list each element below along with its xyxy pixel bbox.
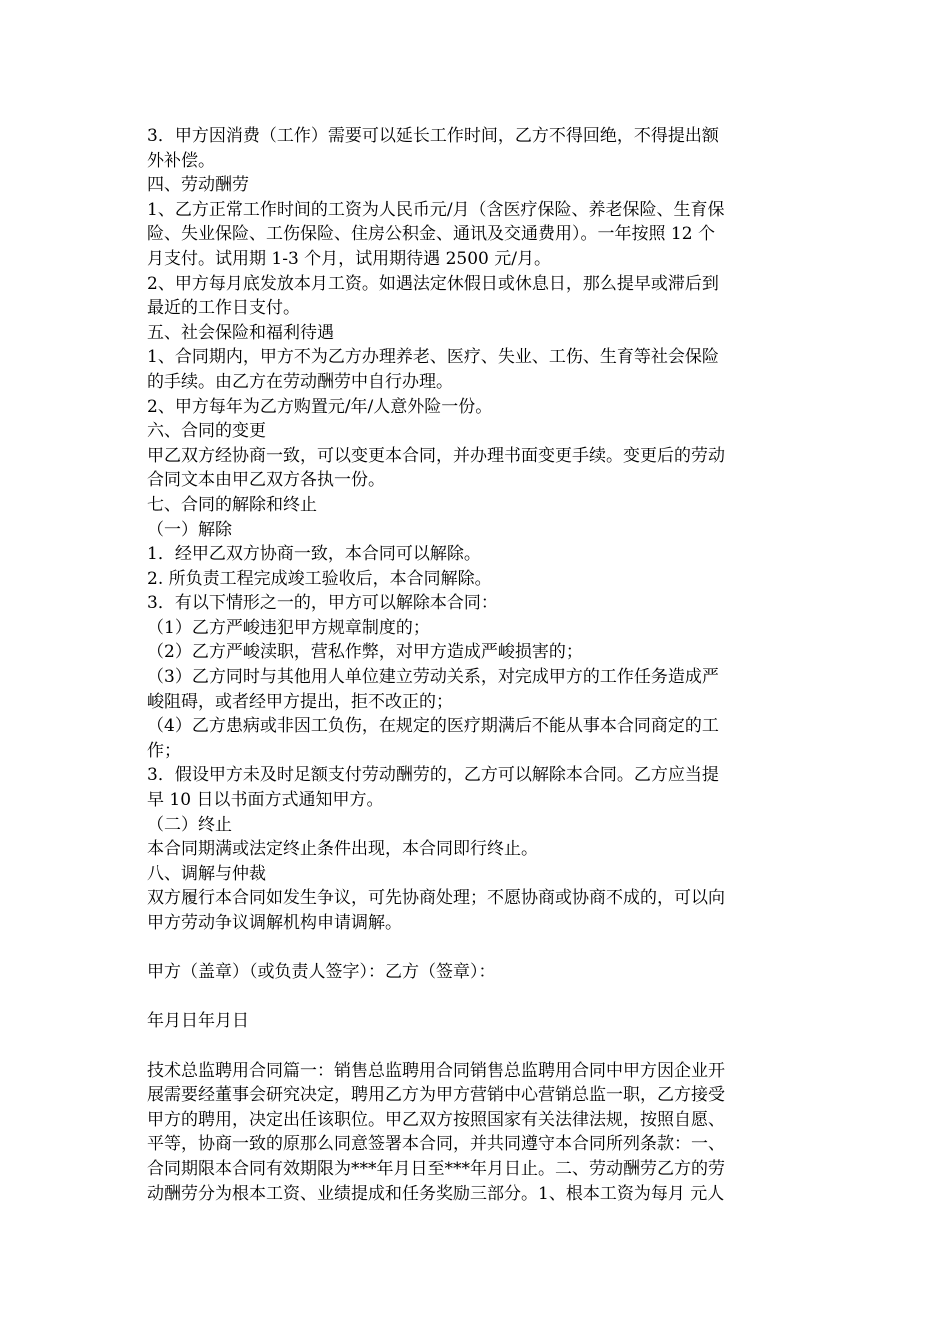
section-heading: 五、社会保险和福利待遇 (147, 322, 334, 343)
text-line: 1、合同期内，甲方不为乙方办理养老、医疗、失业、工伤、生育等社会保险 (147, 347, 719, 368)
text-line: （2）乙方严峻渎职，营私作弊，对甲方造成严峻损害的； (147, 642, 583, 663)
text-line: 本合同期满或法定终止条件出现，本合同即行终止。 (147, 839, 538, 860)
document-page (147, 124, 802, 1206)
text-line: 2、甲方每月底发放本月工资。如遇法定休假日或休息日，那么提早或滞后到 (147, 273, 719, 294)
section-heading: 四、劳动酬劳 (147, 175, 249, 196)
text-line: 平等，协商一致的原那么同意签署本合同，并共同遵守本合同所列条款：一、 (147, 1134, 725, 1155)
text-line: 展需要经董事会研究决定，聘用乙方为甲方营销中心营销总监一职，乙方接受 (147, 1085, 725, 1106)
text-line: 外补偿。 (147, 150, 215, 171)
next-section (147, 1059, 802, 1207)
subsection-heading: （二）终止 (147, 814, 232, 835)
text-line: 作； (147, 740, 181, 761)
text-line: 双方履行本合同如发生争议，可先协商处理；不愿协商或协商不成的，可以向 (147, 888, 725, 909)
text-line: 合同期限本合同有效期限为***年月日至***年月日止。二、劳动酬劳乙方的劳 (147, 1158, 725, 1179)
text-line: （4）乙方患病或非因工负伤，在规定的医疗期满后不能从事本合同商定的工 (147, 716, 719, 737)
text-line: 3．甲方因消费（工作）需要可以延长工作时间，乙方不得回绝，不得提出额 (147, 126, 719, 146)
text-line: 3．有以下情形之一的，甲方可以解除本合同： (147, 593, 498, 614)
text-line: （1）乙方严峻违犯甲方规章制度的； (147, 617, 430, 638)
blank-line (147, 1034, 802, 1059)
text-line: 甲方劳动争议调解机构申请调解。 (147, 913, 402, 933)
text-line: 1、乙方正常工作时间的工资为人民币元/月（含医疗保险、养老保险、生育保 (147, 199, 725, 220)
text-line: 峻阻碍，或者经甲方提出，拒不改正的； (147, 691, 453, 712)
text-line: 险、失业保险、工伤保险、住房公积金、通讯及交通费用）。一年按照 12 个 (147, 224, 715, 245)
text-line: 2、甲方每年为乙方购置元/年/人意外险一份。 (147, 396, 493, 417)
text-line: 1．经甲乙双方协商一致，本合同可以解除。 (147, 544, 481, 565)
text-line: 3．假设甲方未及时足额支付劳动酬劳的，乙方可以解除本合同。乙方应当提 (147, 765, 719, 786)
section-heading: 七、合同的解除和终止 (147, 494, 317, 515)
text-line: 合同文本由甲乙双方各执一份。 (147, 470, 385, 491)
text-line: 甲乙双方经协商一致，可以变更本合同，并办理书面变更手续。变更后的劳动 (147, 445, 725, 466)
text-line: 甲方的聘用，决定出任该职位。甲乙双方按照国家有关法律法规，按照自愿、 (147, 1109, 725, 1130)
signature-line: 甲方（盖章）（或负责人签字）：乙方（签章）： (147, 962, 496, 983)
text-line: 最近的工作日支付。 (147, 298, 300, 319)
text-line: 月支付。试用期 1-3 个月，试用期待遇 2500 元/月。 (147, 248, 551, 269)
contract-body (147, 124, 802, 936)
text-line: 的手续。由乙方在劳动酬劳中自行办理。 (147, 371, 453, 392)
text-line: （3）乙方同时与其他用人单位建立劳动关系，对完成甲方的工作任务造成严 (147, 667, 719, 688)
text-line: 2. 所负责工程完成竣工验收后，本合同解除。 (147, 568, 492, 589)
section-heading: 六、合同的变更 (147, 421, 266, 442)
section-heading: 八、调解与仲裁 (147, 863, 266, 884)
blank-line (147, 985, 802, 1010)
subsection-heading: （一）解除 (147, 519, 232, 540)
text-line: 早 10 日以书面方式通知甲方。 (147, 790, 384, 811)
blank-line (147, 936, 802, 961)
date-line: 年月日年月日 (147, 1011, 249, 1032)
text-line: 技术总监聘用合同篇一：销售总监聘用合同销售总监聘用合同中甲方因企业开 (147, 1060, 725, 1081)
text-line: 动酬劳分为根本工资、业绩提成和任务奖励三部分。1、根本工资为每月 元人 (147, 1183, 725, 1204)
